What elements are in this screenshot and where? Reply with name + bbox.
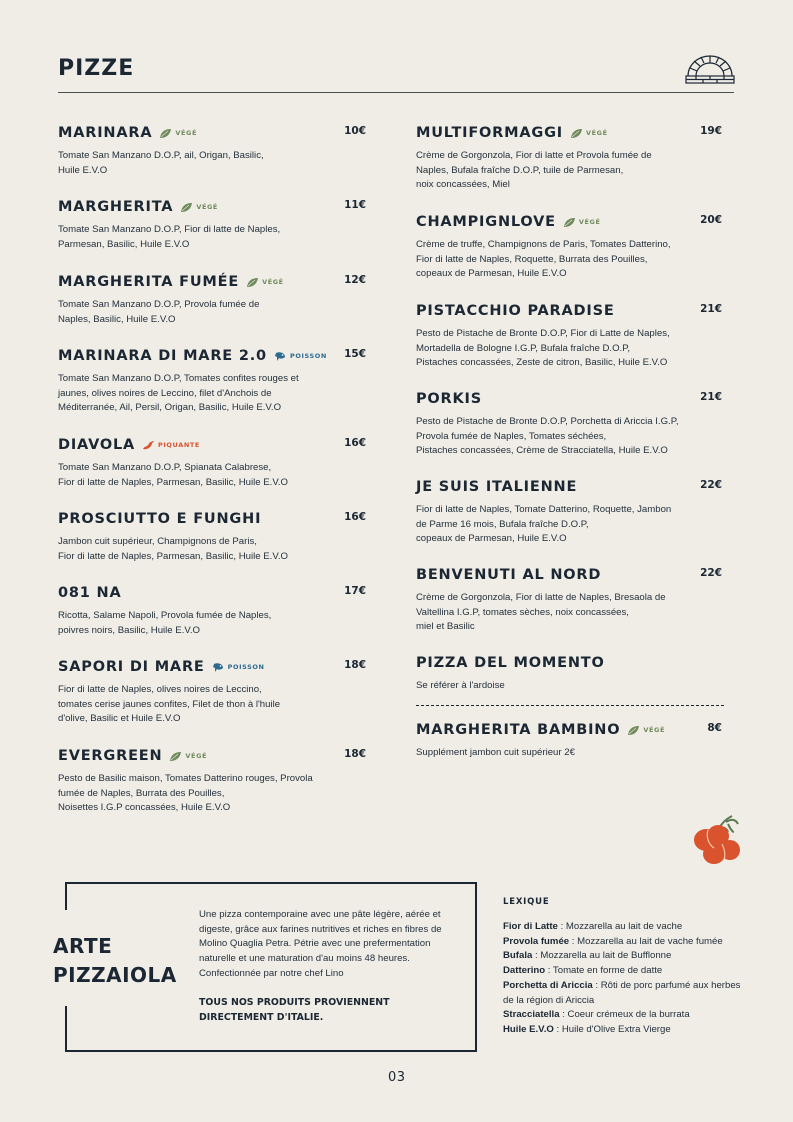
menu-item: [416, 478, 724, 547]
menu-item: [416, 124, 724, 193]
vege-badge: VÉGÉ: [169, 751, 207, 762]
item-name: PISTACCHIO PARADISE: [416, 303, 615, 319]
item-name: DIAVOLA: [58, 437, 136, 453]
menu-item: [58, 273, 368, 327]
vege-badge: VÉGÉ: [180, 202, 218, 213]
item-description: Pesto de Basilic maison, Tomates Datterino rouges, Provola fumée de Naples, Burrata des Pouilles, Noisettes I.G.P concassées, Huile E.V.O: [58, 773, 313, 814]
item-price: 21€: [700, 391, 722, 403]
menu-item: [58, 198, 368, 252]
item-name: MARGHERITA: [58, 199, 174, 215]
item-description: Jambon cuit supérieur, Champignons de Paris, Fior di latte de Naples, Parmesan, Basilic, Huile E.V.O: [58, 536, 288, 562]
vege-badge: VÉGÉ: [159, 128, 197, 139]
item-description: Crème de Gorgonzola, Fior di latte de Naples, Bresaola de Valtellina I.G.P, tomates sèches, noix concassées, miel et Basilic: [416, 592, 666, 633]
item-description: Tomate San Manzano D.O.P, ail, Origan, Basilic, Huile E.V.O: [58, 150, 264, 176]
lexique-entry: Bufala : Mozzarella au lait de Bufflonne: [503, 950, 672, 962]
item-name: BENVENUTI AL NORD: [416, 567, 602, 583]
lexique-list: [503, 920, 748, 1038]
item-name: MARINARA DI MARE 2.0: [58, 348, 267, 364]
menu-item: [416, 302, 724, 371]
item-price: 15€: [344, 348, 366, 360]
leaf-icon: [159, 128, 172, 139]
item-name: JE SUIS ITALIENNE: [416, 479, 578, 495]
item-price: 11€: [344, 199, 366, 211]
leaf-icon: [570, 128, 583, 139]
item-description: Tomate San Manzano D.O.P, Tomates confites rouges et jaunes, olives noires de Leccino, filet d'Anchois de Méditerranée, Ail, Persil, Origan, Basilic, Huile E.V.O: [58, 373, 299, 414]
menu-item: [58, 436, 368, 490]
pizza-oven-icon: [684, 52, 736, 84]
item-price: 19€: [700, 125, 722, 137]
lexique-entry: Provola fumée : Mozzarella au lait de vache fumée: [503, 935, 723, 947]
page-title: PIZZE: [58, 56, 135, 81]
vege-badge: VÉGÉ: [246, 277, 284, 288]
item-price: 21€: [700, 303, 722, 315]
item-name: CHAMPIGNLOVE: [416, 214, 556, 230]
menu-item: [58, 584, 368, 638]
item-description: Tomate San Manzano D.O.P, Fior di latte de Naples, Parmesan, Basilic, Huile E.V.O: [58, 224, 281, 250]
menu-item: [416, 390, 724, 459]
leaf-icon: [180, 202, 193, 213]
item-name: PIZZA DEL MOMENTO: [416, 655, 605, 671]
item-price: 20€: [700, 214, 722, 226]
item-name: MARGHERITA FUMÉE: [58, 274, 240, 290]
item-name: MARGHERITA BAMBINO: [416, 722, 621, 738]
chili-icon: [142, 440, 155, 451]
item-price: 10€: [344, 125, 366, 137]
vege-badge: VÉGÉ: [570, 128, 608, 139]
lexique-entry: Datterino : Tomate en forme de datte: [503, 965, 663, 977]
lexique-entry: Fior di Latte : Mozzarella au lait de vache: [503, 921, 683, 932]
item-description: Fior di latte de Naples, olives noires de Leccino, tomates cerise jaunes confites, Filet de thon à l'huile d'olive, Basilic et Huile E.V.O: [58, 684, 281, 725]
item-name: EVERGREEN: [58, 748, 163, 764]
fish-icon: [212, 662, 225, 673]
vege-badge: VÉGÉ: [563, 217, 601, 228]
item-price: 17€: [344, 585, 366, 597]
tomato-vine-icon: [688, 810, 748, 870]
arte-pizzaiola-text: Une pizza contemporaine avec une pâte légère, aérée et digeste, grâce aux farines nutritives et riches en fibres de Molino Quaglia Petra. Pétrie avec une prefermentation naturelle et une maturation d'au moins 48 heures. Confectionnée par notre chef Lino: [199, 909, 442, 979]
item-description: Crème de Gorgonzola, Fior di latte et Provola fumée de Naples, Bufala fraîche D.O.P, tuile de Parmesan, noix concassées, Miel: [416, 150, 652, 191]
lexique-entry: Huile E.V.O : Huile d'Olive Extra Vierge: [503, 1023, 671, 1035]
menu-item: [58, 747, 368, 816]
lexique-entry: Stracciatella : Coeur crémeux de la burrata: [503, 1009, 690, 1021]
menu-item: [58, 510, 368, 564]
item-price: 22€: [700, 567, 722, 579]
menu-item: [58, 124, 368, 178]
item-name: MULTIFORMAGGI: [416, 125, 563, 141]
menu-item: [58, 347, 368, 416]
fish-icon: [274, 351, 287, 362]
menu-item: [416, 213, 724, 282]
frame-left-segment: [65, 1006, 67, 1050]
item-price: 16€: [344, 511, 366, 523]
vege-badge: VÉGÉ: [627, 725, 665, 736]
item-price: 18€: [344, 748, 366, 760]
item-description: Se référer à l'ardoise: [416, 680, 505, 691]
item-price: 22€: [700, 479, 722, 491]
item-description: Crème de truffe, Champignons de Paris, Tomates Datterino, Fior di latte de Naples, Roquette, Burrata des Pouilles, copeaux de Parmesan, Huile E.V.O: [416, 239, 671, 280]
item-name: 081 NA: [58, 585, 122, 601]
arte-pizzaiola-title: ARTE PIZZAIOLA: [53, 934, 177, 987]
item-price: 16€: [344, 437, 366, 449]
item-description: Pesto de Pistache de Bronte D.O.P, Fior di Latte de Naples, Mortadella de Bologne I.G.P, Bufala fraîche D.O.P, Pistaches concassées, Zeste de citron, Basilic, Huile E.V.O: [416, 328, 670, 369]
menu-item: [416, 566, 724, 635]
leaf-icon: [627, 725, 640, 736]
item-name: PORKIS: [416, 391, 482, 407]
item-price: 8€: [707, 722, 722, 734]
item-price: 18€: [344, 659, 366, 671]
poisson-badge: POISSON: [274, 351, 327, 362]
header-divider: [58, 92, 734, 93]
leaf-icon: [246, 277, 259, 288]
item-name: MARINARA: [58, 125, 153, 141]
leaf-icon: [563, 217, 576, 228]
item-description: Fior di latte de Naples, Tomate Datterino, Roquette, Jambon de Parme 16 mois, Bufala fraîche D.O.P, copeaux de Parmesan, Huile E.V.O: [416, 504, 672, 545]
frame-left-segment: [65, 882, 67, 910]
leaf-icon: [169, 751, 182, 762]
menu-item: [416, 654, 724, 694]
item-price: 12€: [344, 274, 366, 286]
item-description: Tomate San Manzano D.O.P, Spianata Calabrese, Fior di latte de Naples, Parmesan, Basilic, Huile E.V.O: [58, 462, 288, 488]
poisson-badge: POISSON: [212, 662, 265, 673]
dashed-divider: [416, 705, 724, 706]
item-description: Pesto de Pistache de Bronte D.O.P, Porchetta di Ariccia I.G.P, Provola fumée de Naples, Tomates séchées, Pistaches concassées, Crème de Stracciatella, Huile E.V.O: [416, 416, 679, 457]
menu-item: [58, 658, 368, 727]
item-description: Tomate San Manzano D.O.P, Provola fumée de Naples, Basilic, Huile E.V.O: [58, 299, 260, 325]
item-name: PROSCIUTTO E FUNGHI: [58, 511, 262, 527]
item-description: Ricotta, Salame Napoli, Provola fumée de Naples, poivres noirs, Basilic, Huile E.V.O: [58, 610, 272, 636]
italian-products-note: TOUS NOS PRODUITS PROVIENNENT DIRECTEMENT D'ITALIE.: [199, 997, 390, 1023]
piquante-badge: PIQUANTE: [142, 440, 200, 451]
item-description: Supplément jambon cuit supérieur 2€: [416, 747, 575, 758]
item-name: SAPORI DI MARE: [58, 659, 205, 675]
menu-item-kids: [416, 721, 724, 761]
lexique-entry: Porchetta di Ariccia : Rôti de porc parfumé aux herbes de la région di Ariccia: [503, 979, 741, 1006]
page-number: 03: [388, 1070, 406, 1085]
lexique-title: LEXIQUE: [503, 897, 550, 907]
